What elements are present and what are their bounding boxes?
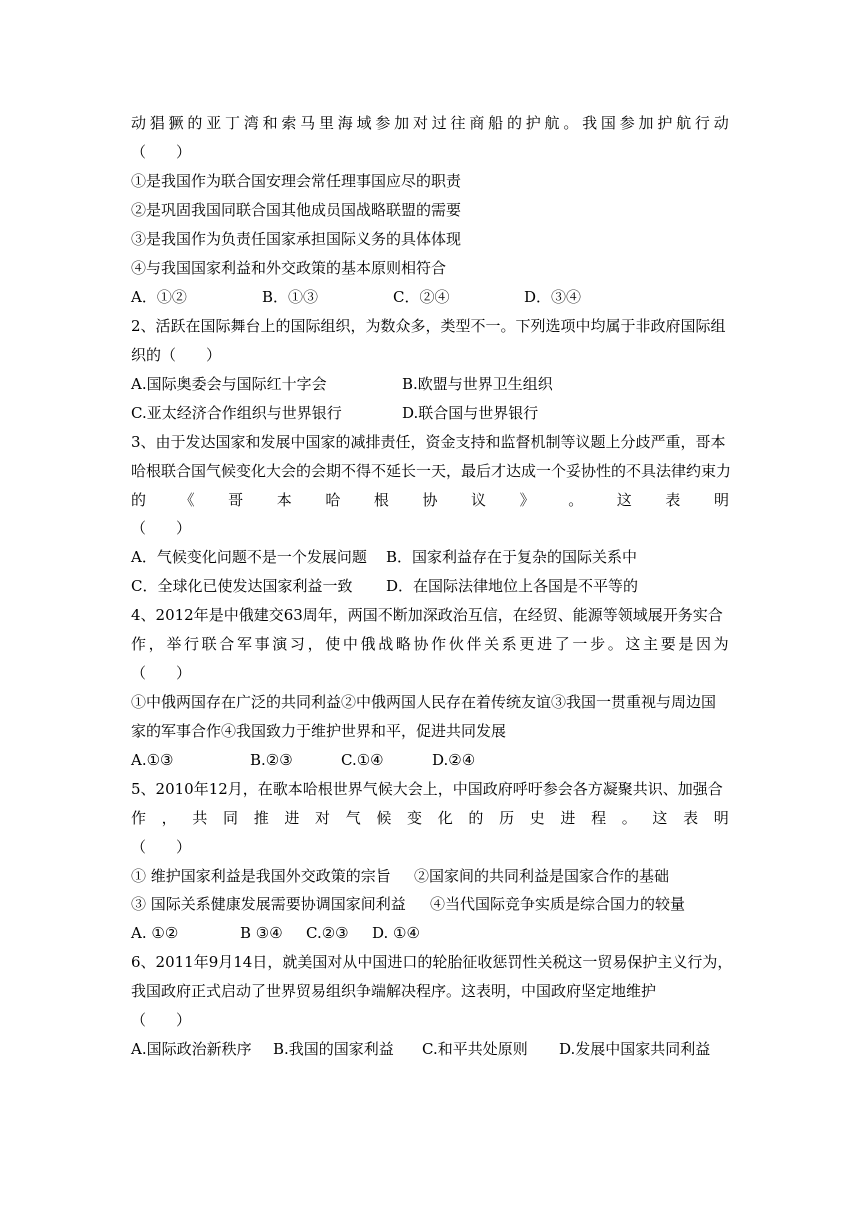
spread-char: 对 — [315, 809, 331, 827]
q6-option-d: D.发展中国家共同利益 — [559, 1040, 711, 1058]
spread-char: ， — [307, 635, 323, 653]
spread-char: 的 — [187, 114, 203, 132]
spread-char: 因 — [696, 635, 712, 653]
spread-char: 明 — [713, 809, 729, 827]
spread-char: 进 — [560, 809, 576, 827]
spread-char: 系 — [501, 635, 517, 653]
spread-char: 船 — [488, 114, 504, 132]
spread-char: 战 — [378, 635, 394, 653]
spread-char: 候 — [376, 809, 392, 827]
spread-char: 航 — [544, 114, 560, 132]
q5-answer-paren: （ ） — [131, 838, 192, 856]
spread-char: 作 — [431, 635, 447, 653]
spread-char: 了 — [554, 635, 570, 653]
spread-char: 的 — [131, 491, 147, 509]
spread-char: 这 — [616, 491, 632, 509]
spread-char: 伙 — [448, 635, 464, 653]
spread-char: 中 — [342, 635, 358, 653]
spread-char: ， — [161, 809, 177, 827]
spread-char: 。 — [607, 635, 623, 653]
spread-char: 表 — [665, 491, 681, 509]
spread-char: 明 — [713, 491, 729, 509]
q3-stem-line-1: 3、由于发达国家和发展中国家的减排责任，资金支持和监督机制等议题上分歧严重，哥本 — [131, 433, 726, 451]
spread-char: 推 — [253, 809, 269, 827]
q3-option-c: C．全球化已使发达国家利益一致 — [131, 577, 353, 595]
q6-stem-line-2: 我国政府正式启动了世界贸易组织争端解决程序。这表明，中国政府坚定地维护 — [131, 982, 657, 1000]
q3-stem-line-2: 哈根联合国气候变化大会的会期不得不延长一天，最后才达成一个妥协性的不具法律约束力 — [131, 462, 732, 480]
spread-char: 联 — [201, 635, 217, 653]
spread-char: 演 — [272, 635, 288, 653]
q4-answer-paren: （ ） — [131, 664, 192, 682]
spread-char: 为 — [713, 635, 729, 653]
q2-option-d: D.联合国与世界银行 — [402, 404, 539, 422]
q1-option-b: B．①③ — [262, 288, 319, 306]
q5-option-d: D. ①④ — [372, 924, 420, 942]
spread-char: 根 — [373, 491, 389, 509]
spread-char: 协 — [413, 635, 429, 653]
q5-statement-3: ③ 国际关系健康发展需要协调国家间利益 — [131, 895, 406, 913]
q3-option-b: B．国家利益存在于复杂的国际关系中 — [386, 548, 638, 566]
spread-char: 里 — [318, 114, 334, 132]
spread-char: 程 — [591, 809, 607, 827]
q3-option-d: D．在国际法律地位上各国是不平等的 — [386, 577, 639, 595]
spread-char: 哥 — [228, 491, 244, 509]
q1-option-d: D．③④ — [524, 288, 582, 306]
q5-option-a: A. ①② — [131, 924, 179, 942]
q4-option-c: C.①④ — [341, 751, 384, 769]
q6-option-a: A.国际政治新秩序 — [131, 1040, 252, 1058]
q2-option-b: B.欧盟与世界卫生组织 — [402, 375, 553, 393]
spread-char: 。 — [621, 809, 637, 827]
spread-char: 护 — [525, 114, 541, 132]
spread-char: 航 — [676, 114, 692, 132]
spread-char: 同 — [223, 809, 239, 827]
spread-char: 这 — [652, 809, 668, 827]
spread-char: 动 — [713, 114, 729, 132]
spread-char: 关 — [484, 635, 500, 653]
spread-char: 史 — [529, 809, 545, 827]
q6-stem-line-1: 6、2011年9月14日，就美国对从中国进口的轮胎征收惩罚性关税这一贸易保护主义行为， — [131, 953, 733, 971]
q6-option-c: C.和平共处原则 — [422, 1040, 528, 1058]
q1-option-a: A．①② — [131, 288, 187, 306]
spread-char: 变 — [407, 809, 423, 827]
q5-statement-1: ① 维护国家利益是我国外交政策的宗旨 — [131, 867, 391, 885]
spread-char: 行 — [694, 114, 710, 132]
spread-char: 事 — [254, 635, 270, 653]
spread-char: 过 — [431, 114, 447, 132]
q3-option-a: A．气候变化问题不是一个发展问题 — [131, 548, 367, 566]
spread-char: 獗 — [168, 114, 184, 132]
spread-char: 作 — [131, 635, 147, 653]
spread-char: 的 — [468, 809, 484, 827]
spread-char: 商 — [469, 114, 485, 132]
spread-char: 举 — [166, 635, 182, 653]
spread-char: 国 — [600, 114, 616, 132]
spread-char: 猖 — [149, 114, 165, 132]
q2-option-a: A.国际奥委会与国际红十字会 — [131, 375, 327, 393]
spread-char: 湾 — [243, 114, 259, 132]
q1-statement-2: ②是巩固我国同联合国其他成员国战略联盟的需要 — [131, 201, 462, 219]
spread-char: 我 — [582, 114, 598, 132]
spread-char: 进 — [284, 809, 300, 827]
q1-answer-paren: （ ） — [131, 143, 192, 161]
q5-option-c: C.②③ — [306, 924, 349, 942]
q4-option-a: A.①③ — [131, 751, 174, 769]
spread-char: 气 — [345, 809, 361, 827]
spread-char: 亚 — [206, 114, 222, 132]
spread-char: 的 — [506, 114, 522, 132]
spread-char: 行 — [183, 635, 199, 653]
spread-char: 俄 — [360, 635, 376, 653]
q5-option-b: B ③④ — [240, 924, 283, 942]
q1-option-c: C．②④ — [393, 288, 450, 306]
q4-option-d: D.②④ — [432, 751, 476, 769]
q1-stem-line — [131, 113, 729, 133]
spread-char: 使 — [325, 635, 341, 653]
spread-char: 参 — [619, 114, 635, 132]
spread-char: 协 — [422, 491, 438, 509]
q1-statement-1: ①是我国作为联合国安理会常任理事国应尽的职责 — [131, 172, 462, 190]
q4-stem-line-1: 4、2012年是中俄建交63周年，两国不断加深政治互信，在经贸、能源等领域展开务实合 — [131, 606, 723, 624]
spread-char: 。 — [563, 114, 579, 132]
spread-char: 《 — [179, 491, 195, 509]
q3-answer-paren: （ ） — [131, 519, 192, 537]
spread-char: 护 — [657, 114, 673, 132]
q1-statement-4: ④与我国国家利益和外交政策的基本原则相符合 — [131, 259, 447, 277]
spread-char: 主 — [643, 635, 659, 653]
spread-char: 马 — [300, 114, 316, 132]
spread-char: 作 — [131, 809, 147, 827]
spread-char: 动 — [131, 114, 147, 132]
spread-char: 加 — [394, 114, 410, 132]
spread-char: 共 — [192, 809, 208, 827]
q4-statements-line-1: ①中俄两国存在广泛的共同利益②中俄两国人民存在着传统友谊③我国一贯重视与周边国 — [131, 693, 717, 711]
q5-statement-2: ②国家间的共同利益是国家合作的基础 — [414, 867, 670, 885]
spread-char: 一 — [572, 635, 588, 653]
spread-char: ， — [148, 635, 164, 653]
spread-char: 海 — [337, 114, 353, 132]
spread-char: 》 — [519, 491, 535, 509]
q3-stem-line-3 — [131, 490, 729, 510]
spread-char: 加 — [638, 114, 654, 132]
q4-statements-line-2: 家的军事合作④我国致力于维护世界和平，促进共同发展 — [131, 722, 507, 740]
spread-char: 是 — [678, 635, 694, 653]
spread-char: 表 — [683, 809, 699, 827]
spread-char: 化 — [437, 809, 453, 827]
q2-option-c: C.亚太经济合作组织与世界银行 — [131, 404, 342, 422]
spread-char: 步 — [590, 635, 606, 653]
spread-char: 合 — [219, 635, 235, 653]
q6-option-b: B.我国的国家利益 — [273, 1040, 394, 1058]
spread-char: 习 — [289, 635, 305, 653]
spread-char: 历 — [499, 809, 515, 827]
spread-char: 丁 — [224, 114, 240, 132]
spread-char: 。 — [568, 491, 584, 509]
spread-char: 对 — [412, 114, 428, 132]
spread-char: 索 — [281, 114, 297, 132]
spread-char: 本 — [276, 491, 292, 509]
spread-char: 议 — [471, 491, 487, 509]
spread-char: 哈 — [325, 491, 341, 509]
q2-stem-line-2: 织的（ ） — [131, 346, 222, 364]
q1-statement-3: ③是我国作为负责任国家承担国际义务的具体体现 — [131, 230, 462, 248]
q2-stem-line-1: 2、活跃在国际舞台上的国际组织，为数众多，类型不一。下列选项中均属于非政府国际组 — [131, 317, 726, 335]
spread-char: 要 — [660, 635, 676, 653]
q5-stem-line-1: 5、2010年12月，在歌本哈根世界气候大会上，中国政府呼吁参会各方凝聚共识、加强合 — [131, 780, 723, 798]
spread-char: 域 — [356, 114, 372, 132]
q5-statement-4: ④当代国际竞争实质是综合国力的较量 — [430, 895, 686, 913]
q5-stem-line-2 — [131, 808, 729, 828]
spread-char: 这 — [625, 635, 641, 653]
spread-char: 伴 — [466, 635, 482, 653]
spread-char: 略 — [395, 635, 411, 653]
q4-option-b: B.②③ — [250, 751, 293, 769]
spread-char: 军 — [236, 635, 252, 653]
spread-char: 往 — [450, 114, 466, 132]
spread-char: 和 — [262, 114, 278, 132]
q6-answer-paren: （ ） — [131, 1011, 192, 1029]
spread-char: 更 — [519, 635, 535, 653]
spread-char: 参 — [375, 114, 391, 132]
q4-stem-line-2 — [131, 634, 729, 654]
spread-char: 进 — [537, 635, 553, 653]
